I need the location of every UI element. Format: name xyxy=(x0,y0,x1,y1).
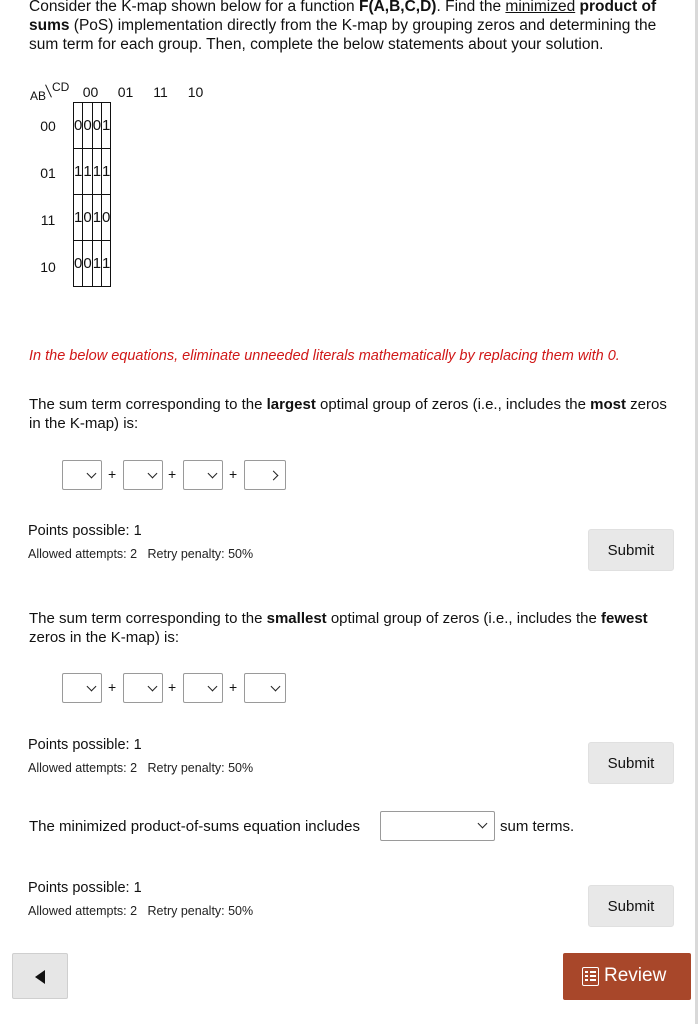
kmap-row xyxy=(74,241,111,287)
plus-sign: + xyxy=(229,466,238,482)
kmap-row xyxy=(74,149,111,195)
kmap-cell: 0 xyxy=(83,241,92,287)
kmap-grid xyxy=(73,102,111,287)
question-smallest-group xyxy=(29,609,669,647)
kmap-cell: 1 xyxy=(102,241,111,287)
plus-sign: + xyxy=(108,466,117,482)
q2-text-post: zeros in the K-map) is: xyxy=(29,629,180,646)
q1-attempts-info xyxy=(28,547,253,561)
function-name: F(A,B,C,D) xyxy=(358,0,437,15)
allowed-attempts: Allowed attempts: 2 xyxy=(28,547,138,561)
chevron-down-icon xyxy=(208,469,218,479)
chevron-down-icon xyxy=(148,469,158,479)
kmap-cell: 1 xyxy=(102,103,111,149)
allowed-attempts: Allowed attempts: 2 xyxy=(28,904,138,918)
chevron-down-icon xyxy=(478,819,488,829)
list-icon xyxy=(582,967,599,986)
intro-text-3: (PoS) implementation directly from the K-map by grouping zeros and determining the sum term for each group. Then, complete the below statements about your solution. xyxy=(29,17,657,53)
q2-points-possible: Points possible: 1 xyxy=(28,737,142,753)
kmap-cell: 0 xyxy=(92,103,101,149)
pos-bold-2: sums xyxy=(29,17,70,34)
q3-count-select[interactable] xyxy=(380,811,495,841)
q1-literal-select-1[interactable] xyxy=(62,460,102,490)
q2-attempts-info xyxy=(28,761,253,775)
q2-bold-fewest: fewest xyxy=(600,610,648,627)
kmap-row-header: 00 xyxy=(40,118,56,134)
intro-text-2: . Find the xyxy=(436,0,506,15)
kmap-row-header: 11 xyxy=(40,212,56,228)
kmap-row-variable: AB xyxy=(30,89,47,103)
review-label: Review xyxy=(604,965,667,986)
kmap-cell: 1 xyxy=(74,149,83,195)
chevron-down-icon xyxy=(271,682,281,692)
kmap-cell: 1 xyxy=(92,195,101,241)
q3-suffix: sum terms. xyxy=(500,818,575,835)
question-intro xyxy=(29,0,679,54)
plus-sign: + xyxy=(229,679,238,695)
chevron-right-icon xyxy=(269,471,279,481)
plus-sign: + xyxy=(108,679,117,695)
kmap-row-header: 01 xyxy=(40,165,56,181)
kmap-cell: 0 xyxy=(74,103,83,149)
q2-literal-select-4[interactable] xyxy=(244,673,286,703)
minimized-word: minimized xyxy=(505,0,576,15)
q1-text: The sum term corresponding to the xyxy=(29,396,267,413)
kmap-cell: 0 xyxy=(83,103,92,149)
q1-literal-select-3[interactable] xyxy=(183,460,223,490)
q1-text-mid: optimal group of zeros (i.e., includes the xyxy=(315,396,591,413)
kmap-cell: 0 xyxy=(83,195,92,241)
kmap-cell: 1 xyxy=(92,149,101,195)
review-button[interactable] xyxy=(563,953,691,1000)
q2-text: The sum term corresponding to the xyxy=(29,610,267,627)
kmap-cell: 1 xyxy=(102,149,111,195)
q1-submit-button[interactable]: Submit xyxy=(588,529,674,571)
kmap-row-header: 10 xyxy=(40,259,56,275)
kmap-corner-slash xyxy=(45,84,52,97)
q1-text-post: zeros in the K-map) is: xyxy=(29,396,667,432)
chevron-down-icon xyxy=(208,682,218,692)
instruction-note: In the below equations, eliminate unneeded literals mathematically by replacing them with 0. xyxy=(29,348,620,364)
kmap-col-header: 11 xyxy=(153,84,168,100)
chevron-down-icon xyxy=(87,469,97,479)
q3-attempts-info xyxy=(28,904,253,918)
plus-sign: + xyxy=(168,679,177,695)
kmap-cell: 0 xyxy=(102,195,111,241)
q1-points-possible: Points possible: 1 xyxy=(28,523,142,539)
kmap-row xyxy=(74,195,111,241)
q2-submit-button[interactable]: Submit xyxy=(588,742,674,784)
q1-literal-select-4[interactable] xyxy=(244,460,286,490)
q3-text: The minimized product-of-sums equation includes xyxy=(29,818,360,835)
question-largest-group xyxy=(29,395,669,433)
q3-points-possible: Points possible: 1 xyxy=(28,880,142,896)
kmap-cell: 1 xyxy=(74,195,83,241)
kmap-row xyxy=(74,103,111,149)
chevron-down-icon xyxy=(87,682,97,692)
kmap-col-variable: CD xyxy=(52,80,70,94)
kmap-col-header: 10 xyxy=(187,84,204,100)
q1-literal-select-2[interactable] xyxy=(123,460,163,490)
retry-penalty: Retry penalty: 50% xyxy=(147,547,254,561)
q2-literal-select-3[interactable] xyxy=(183,673,223,703)
kmap-col-header: 01 xyxy=(117,84,134,100)
retry-penalty: Retry penalty: 50% xyxy=(147,761,254,775)
q1-bold-most: most xyxy=(590,396,626,413)
pos-bold-1: product of xyxy=(579,0,657,15)
intro-text: Consider the K-map shown below for a function xyxy=(29,0,359,15)
plus-sign: + xyxy=(168,466,177,482)
kmap-corner xyxy=(28,78,74,106)
retry-penalty: Retry penalty: 50% xyxy=(147,904,254,918)
kmap-cell: 1 xyxy=(92,241,101,287)
chevron-down-icon xyxy=(148,682,158,692)
back-button[interactable] xyxy=(12,953,68,999)
q2-text-mid: optimal group of zeros (i.e., includes the xyxy=(326,610,601,627)
arrow-left-icon xyxy=(35,970,45,984)
q2-bold-smallest: smallest xyxy=(266,610,327,627)
kmap-cell: 1 xyxy=(83,149,92,195)
q3-submit-button[interactable]: Submit xyxy=(588,885,674,927)
kmap-cell: 0 xyxy=(74,241,83,287)
q1-bold-largest: largest xyxy=(266,396,316,413)
kmap-col-header: 00 xyxy=(82,84,99,100)
q2-literal-select-1[interactable] xyxy=(62,673,102,703)
q2-literal-select-2[interactable] xyxy=(123,673,163,703)
allowed-attempts: Allowed attempts: 2 xyxy=(28,761,138,775)
